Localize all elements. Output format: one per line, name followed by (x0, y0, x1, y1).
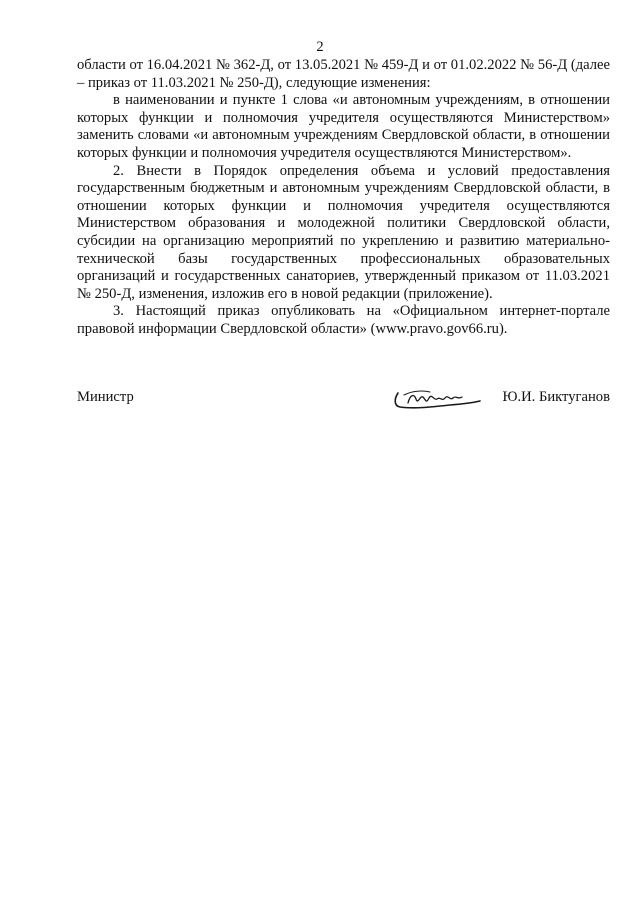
signer-name: Ю.И. Биктуганов (502, 389, 610, 405)
paragraph-item-2: 2. Внести в Порядок определения объема и условий предоставления государственным бюджетным и автономным учреждениям Свердловской области, в отношении которых функции и полномочия учредителя осуществляются Министерством образования и молодежной политики Свердловской области, субсидии на организацию мероприятий по укреплению и развитию материально-технической базы государственных профессиональных образовательных организаций и государственных санаториев, утвержденный приказом от 11.03.2021 № 250-Д, изменения, изложив его в новой редакции (приложение). (77, 162, 610, 302)
paragraph-continuation: области от 16.04.2021 № 362-Д, от 13.05.2021 № 459-Д и от 01.02.2022 № 56-Д (далее – приказ от 11.03.2021 № 250-Д), следующие изменения: (77, 57, 610, 91)
handwritten-signature-icon (392, 383, 484, 413)
paragraph-name-change: в наименовании и пункте 1 слова «и автономным учреждениям, в отношении которых функции и полномочия учредителя осуществляются Министерством» заменить словами «и автономным учреждениям Свердловской области, в отношении которых функции и полномочия учредителя осуществляются Министерством». (77, 92, 610, 161)
paragraph-item-3: 3. Настоящий приказ опубликовать на «Официальном интернет-портале правовой информации Свердловской области» (www.pravo.gov66.ru). (77, 303, 610, 337)
signer-position: Министр (77, 389, 134, 405)
page-number: 2 (316, 39, 324, 55)
document-body (77, 57, 610, 339)
